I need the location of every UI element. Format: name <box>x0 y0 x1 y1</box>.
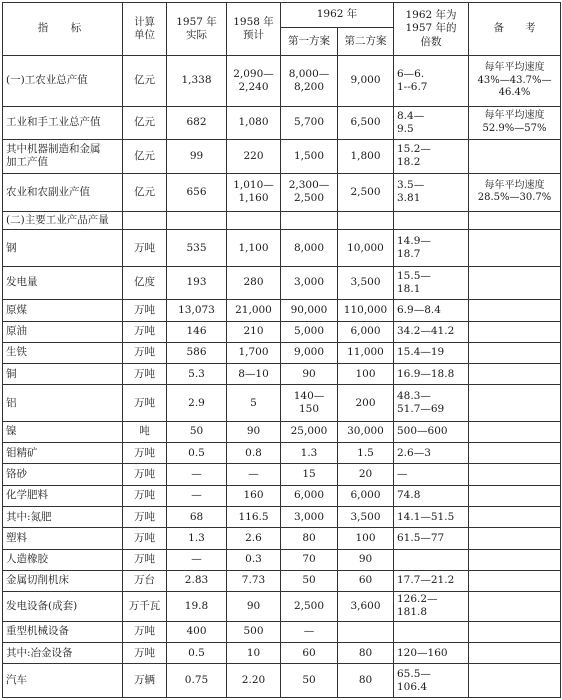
plan-1-cell: 5,000 <box>281 321 338 342</box>
table-row <box>3 549 561 570</box>
ratio-cell: 16.9—18.8 <box>394 364 469 385</box>
ratio-cell: 3.5— 3.81 <box>394 173 469 212</box>
row-label: 塑料 <box>3 528 123 549</box>
header-1957-actual: 1957 年 实际 <box>167 3 227 56</box>
value-1957-cell: — <box>167 549 227 570</box>
note-cell <box>469 421 561 442</box>
plan-2-cell: 80 <box>338 664 394 698</box>
note-cell <box>469 385 561 421</box>
ratio-cell: 15.2— 18.2 <box>394 140 469 173</box>
unit-cell: 万吨 <box>123 300 167 321</box>
value-1957-cell: 535 <box>167 230 227 266</box>
value-1957-cell: 5.3 <box>167 364 227 385</box>
value-1958-cell: 280 <box>227 266 281 299</box>
ratio-cell: 61.5—77 <box>394 528 469 549</box>
note-cell <box>469 464 561 485</box>
row-label: 农业和农副业产值 <box>3 173 123 212</box>
plan-1-cell: 3,000 <box>281 507 338 528</box>
unit-cell: 万千瓦 <box>123 592 167 622</box>
table-row <box>3 385 561 421</box>
value-1958-cell: — <box>227 464 281 485</box>
plan-2-cell: 20 <box>338 464 394 485</box>
value-1958-cell: 7.73 <box>227 570 281 591</box>
value-1958-cell: 2.6 <box>227 528 281 549</box>
value-1957-cell: 193 <box>167 266 227 299</box>
table-body <box>3 56 561 698</box>
row-label: 原煤 <box>3 300 123 321</box>
unit-cell: 万吨 <box>123 528 167 549</box>
table-row <box>3 300 561 321</box>
plan-2-cell: 100 <box>338 528 394 549</box>
value-1958-cell: 5 <box>227 385 281 421</box>
value-1958-cell: 1,700 <box>227 342 281 363</box>
plan-2-cell: 100 <box>338 364 394 385</box>
plan-1-cell: — <box>281 621 338 642</box>
value-1957-cell: 2.9 <box>167 385 227 421</box>
plan-2-cell: 30,000 <box>338 421 394 442</box>
table-row <box>3 140 561 173</box>
plan-2-cell: 6,000 <box>338 485 394 506</box>
value-1958-cell: 10 <box>227 643 281 664</box>
value-1957-cell: 586 <box>167 342 227 363</box>
unit-cell: 万台 <box>123 570 167 591</box>
value-1957-cell: 50 <box>167 421 227 442</box>
plan-2-cell: 6,500 <box>338 106 394 139</box>
plan-2-cell: 1,800 <box>338 140 394 173</box>
production-plan-table <box>2 2 561 698</box>
plan-1-cell: 50 <box>281 664 338 698</box>
unit-cell: 亿元 <box>123 140 167 173</box>
note-cell <box>469 300 561 321</box>
value-1957-cell: 19.8 <box>167 592 227 622</box>
ratio-cell: 17.7—21.2 <box>394 570 469 591</box>
value-1957-cell: 13,073 <box>167 300 227 321</box>
table-row <box>3 421 561 442</box>
unit-cell: 亿元 <box>123 173 167 212</box>
table-row <box>3 621 561 642</box>
table-row <box>3 464 561 485</box>
unit-cell: 亿元 <box>123 56 167 107</box>
value-1957-cell: 0.5 <box>167 443 227 464</box>
header-1958-estimate: 1958 年 预计 <box>227 3 281 56</box>
note-cell <box>469 507 561 528</box>
plan-2-cell: 60 <box>338 570 394 591</box>
value-1958-cell: 2.20 <box>227 664 281 698</box>
unit-cell: 万吨 <box>123 364 167 385</box>
table-row <box>3 230 561 266</box>
table-row <box>3 212 561 230</box>
plan-2-cell: 6,000 <box>338 321 394 342</box>
table-row <box>3 643 561 664</box>
value-1958-cell: 0.3 <box>227 549 281 570</box>
plan-2-cell: 3,500 <box>338 507 394 528</box>
value-1958-cell: 0.8 <box>227 443 281 464</box>
header-index: 指 标 <box>3 3 123 56</box>
table-row <box>3 321 561 342</box>
empty-cell <box>394 212 469 230</box>
value-1958-cell: 1,080 <box>227 106 281 139</box>
row-label: 铬砂 <box>3 464 123 485</box>
section-heading: (二)主要工业产品产量 <box>3 212 123 230</box>
plan-1-cell: 3,000 <box>281 266 338 299</box>
plan-2-cell: 2,500 <box>338 173 394 212</box>
plan-1-cell: 8,000— 8,200 <box>281 56 338 107</box>
plan-1-cell: 90 <box>281 364 338 385</box>
ratio-cell: 500—600 <box>394 421 469 442</box>
value-1958-cell: 8—10 <box>227 364 281 385</box>
note-cell <box>469 549 561 570</box>
row-label: 发电量 <box>3 266 123 299</box>
row-label: 金属切削机床 <box>3 570 123 591</box>
unit-cell: 万吨 <box>123 549 167 570</box>
plan-1-cell: 5,700 <box>281 106 338 139</box>
plan-2-cell: 110,000 <box>338 300 394 321</box>
ratio-cell: 15.4—19 <box>394 342 469 363</box>
note-cell: 每年平均速度 52.9%—57% <box>469 106 561 139</box>
plan-1-cell: 140—150 <box>281 385 338 421</box>
row-label: 汽车 <box>3 664 123 698</box>
ratio-cell: 14.9— 18.7 <box>394 230 469 266</box>
header-plan-2: 第二方案 <box>338 28 394 56</box>
row-label: 其中:冶金设备 <box>3 643 123 664</box>
value-1957-cell: — <box>167 485 227 506</box>
note-cell <box>469 321 561 342</box>
header-ratio: 1962 年为 1957 年的 倍数 <box>394 3 469 56</box>
plan-1-cell: 2,500 <box>281 592 338 622</box>
row-label: 其中机器制造和金属 加工产值 <box>3 140 123 173</box>
ratio-cell: 2.6—3 <box>394 443 469 464</box>
ratio-cell: — <box>394 464 469 485</box>
note-cell <box>469 528 561 549</box>
row-label: 铝 <box>3 385 123 421</box>
note-cell <box>469 592 561 622</box>
ratio-cell: 74.8 <box>394 485 469 506</box>
ratio-cell: 120—160 <box>394 643 469 664</box>
row-label: 其中:氮肥 <box>3 507 123 528</box>
row-label: 工业和手工业总产值 <box>3 106 123 139</box>
ratio-cell: 6.9—8.4 <box>394 300 469 321</box>
ratio-cell: 34.2—41.2 <box>394 321 469 342</box>
value-1958-cell: 160 <box>227 485 281 506</box>
unit-cell: 万吨 <box>123 485 167 506</box>
ratio-cell: 65.5— 106.4 <box>394 664 469 698</box>
unit-cell: 万吨 <box>123 230 167 266</box>
plan-2-cell: 80 <box>338 643 394 664</box>
empty-cell <box>469 212 561 230</box>
table-row <box>3 528 561 549</box>
plan-1-cell: 90,000 <box>281 300 338 321</box>
table-row <box>3 443 561 464</box>
value-1958-cell: 90 <box>227 421 281 442</box>
plan-2-cell: 90 <box>338 549 394 570</box>
table-row <box>3 56 561 107</box>
table-row <box>3 664 561 698</box>
ratio-cell <box>394 549 469 570</box>
table-row <box>3 173 561 212</box>
ratio-cell <box>394 621 469 642</box>
ratio-cell: 8.4— 9.5 <box>394 106 469 139</box>
row-label: 化学肥料 <box>3 485 123 506</box>
table-row <box>3 592 561 622</box>
value-1958-cell: 220 <box>227 140 281 173</box>
table-row <box>3 570 561 591</box>
empty-cell <box>123 212 167 230</box>
value-1957-cell: 146 <box>167 321 227 342</box>
note-cell <box>469 643 561 664</box>
value-1958-cell: 116.5 <box>227 507 281 528</box>
value-1957-cell: 682 <box>167 106 227 139</box>
value-1958-cell: 2,090— 2,240 <box>227 56 281 107</box>
value-1957-cell: 0.75 <box>167 664 227 698</box>
plan-2-cell: 200 <box>338 385 394 421</box>
row-label: 原油 <box>3 321 123 342</box>
plan-2-cell: 3,500 <box>338 266 394 299</box>
unit-cell: 亿元 <box>123 106 167 139</box>
plan-1-cell: 60 <box>281 643 338 664</box>
empty-cell <box>338 212 394 230</box>
unit-cell: 亿度 <box>123 266 167 299</box>
plan-1-cell: 2,300— 2,500 <box>281 173 338 212</box>
unit-cell: 万吨 <box>123 464 167 485</box>
value-1958-cell: 210 <box>227 321 281 342</box>
unit-cell: 吨 <box>123 421 167 442</box>
ratio-cell: 48.3— 51.7—69 <box>394 385 469 421</box>
value-1957-cell: 656 <box>167 173 227 212</box>
header-unit: 计算 单位 <box>123 3 167 56</box>
ratio-cell: 15.5— 18.1 <box>394 266 469 299</box>
plan-1-cell: 80 <box>281 528 338 549</box>
plan-1-cell: 8,000 <box>281 230 338 266</box>
table-row <box>3 342 561 363</box>
ratio-cell: 126.2—181.8 <box>394 592 469 622</box>
note-cell <box>469 266 561 299</box>
value-1957-cell: 99 <box>167 140 227 173</box>
row-label: 人造橡胶 <box>3 549 123 570</box>
note-cell <box>469 364 561 385</box>
note-cell: 每年平均速度 28.5%—30.7% <box>469 173 561 212</box>
plan-2-cell: 3,600 <box>338 592 394 622</box>
table-row <box>3 266 561 299</box>
header-1962: 1962 年 <box>281 3 394 28</box>
note-cell <box>469 570 561 591</box>
table-row <box>3 106 561 139</box>
unit-cell: 万吨 <box>123 385 167 421</box>
value-1957-cell: 0.5 <box>167 643 227 664</box>
unit-cell: 万吨 <box>123 443 167 464</box>
note-cell <box>469 443 561 464</box>
value-1958-cell: 1,010— 1,160 <box>227 173 281 212</box>
plan-1-cell: 1,500 <box>281 140 338 173</box>
plan-1-cell: 70 <box>281 549 338 570</box>
plan-1-cell: 6,000 <box>281 485 338 506</box>
row-label: 生铁 <box>3 342 123 363</box>
note-cell: 每年平均速度 43%—43.7%— 46.4% <box>469 56 561 107</box>
row-label: (一)工农业总产值 <box>3 56 123 107</box>
note-cell <box>469 664 561 698</box>
plan-2-cell: 10,000 <box>338 230 394 266</box>
value-1957-cell: — <box>167 464 227 485</box>
plan-1-cell: 1.3 <box>281 443 338 464</box>
empty-cell <box>227 212 281 230</box>
ratio-cell: 6—6. 1--6.7 <box>394 56 469 107</box>
note-cell <box>469 342 561 363</box>
plan-2-cell: 1.5 <box>338 443 394 464</box>
row-label: 重型机械设备 <box>3 621 123 642</box>
table-row <box>3 485 561 506</box>
plan-1-cell: 9,000 <box>281 342 338 363</box>
empty-cell <box>167 212 227 230</box>
note-cell <box>469 230 561 266</box>
row-label: 铜 <box>3 364 123 385</box>
header-note: 备 考 <box>469 3 561 56</box>
value-1958-cell: 90 <box>227 592 281 622</box>
plan-1-cell: 50 <box>281 570 338 591</box>
plan-2-cell <box>338 621 394 642</box>
value-1957-cell: 1,338 <box>167 56 227 107</box>
empty-cell <box>281 212 338 230</box>
note-cell <box>469 485 561 506</box>
row-label: 钢 <box>3 230 123 266</box>
header-plan-1: 第一方案 <box>281 28 338 56</box>
ratio-cell: 14.1—51.5 <box>394 507 469 528</box>
unit-cell: 万吨 <box>123 342 167 363</box>
value-1957-cell: 2.83 <box>167 570 227 591</box>
value-1957-cell: 1.3 <box>167 528 227 549</box>
row-label: 镍 <box>3 421 123 442</box>
plan-1-cell: 25,000 <box>281 421 338 442</box>
unit-cell: 万吨 <box>123 621 167 642</box>
value-1958-cell: 1,100 <box>227 230 281 266</box>
note-cell <box>469 140 561 173</box>
unit-cell: 万吨 <box>123 321 167 342</box>
unit-cell: 万辆 <box>123 664 167 698</box>
row-label: 发电设备(成套) <box>3 592 123 622</box>
plan-2-cell: 11,000 <box>338 342 394 363</box>
unit-cell: 万吨 <box>123 643 167 664</box>
note-cell <box>469 621 561 642</box>
value-1957-cell: 400 <box>167 621 227 642</box>
value-1958-cell: 500 <box>227 621 281 642</box>
row-label: 钼精矿 <box>3 443 123 464</box>
unit-cell: 万吨 <box>123 507 167 528</box>
value-1958-cell: 21,000 <box>227 300 281 321</box>
table-row <box>3 507 561 528</box>
plan-2-cell: 9,000 <box>338 56 394 107</box>
table-row <box>3 364 561 385</box>
plan-1-cell: 15 <box>281 464 338 485</box>
value-1957-cell: 68 <box>167 507 227 528</box>
